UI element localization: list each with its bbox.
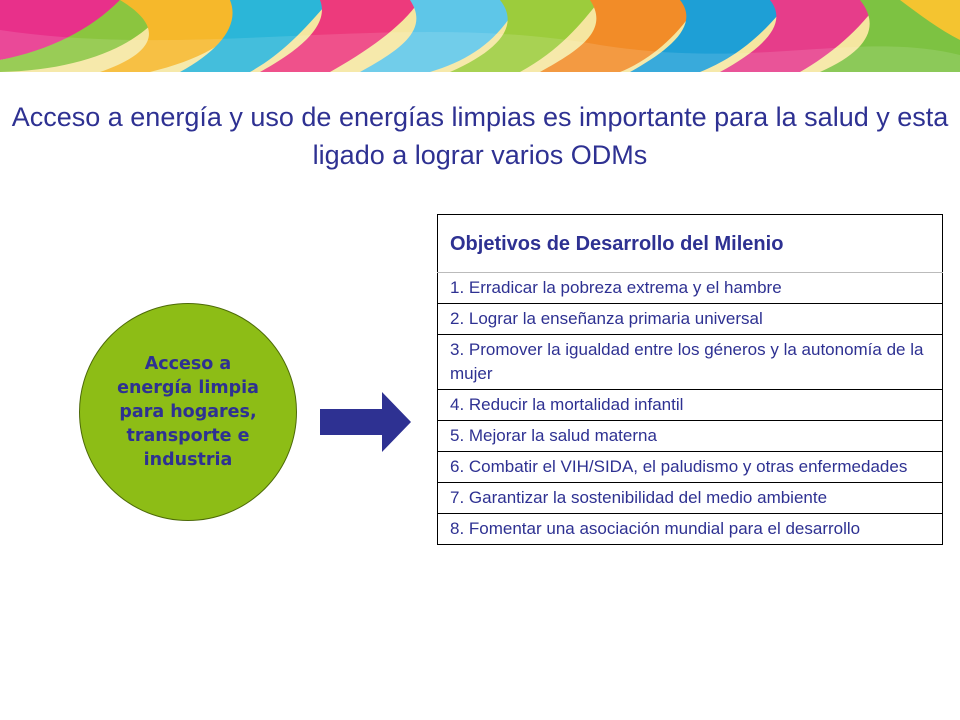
- colorful-abstract-banner: [0, 0, 960, 72]
- table-header-row: [438, 215, 943, 273]
- goal-3: 3. Promover la igualdad entre los géneros y la autonomía de la mujer: [438, 335, 943, 390]
- table-row: [438, 421, 943, 452]
- table-row: [438, 452, 943, 483]
- mdg-table: [437, 214, 943, 545]
- slide-title: Acceso a energía y uso de energías limpias es importante para la salud y esta ligado a lograr varios ODMs: [11, 102, 949, 170]
- table-row: [438, 335, 943, 390]
- clean-energy-circle: [79, 303, 297, 521]
- table-row: [438, 514, 943, 545]
- table-row: [438, 304, 943, 335]
- table-row: [438, 390, 943, 421]
- goal-2: 2. Lograr la enseñanza primaria universal: [438, 304, 943, 335]
- table-row: [438, 483, 943, 514]
- circle-label: Acceso a energía limpia para hogares, transporte e industria: [117, 354, 259, 470]
- goal-5: 5. Mejorar la salud materna: [438, 421, 943, 452]
- table-row: [438, 273, 943, 304]
- goal-7: 7. Garantizar la sostenibilidad del medio ambiente: [438, 483, 943, 514]
- table-header: Objetivos de Desarrollo del Milenio: [438, 215, 943, 273]
- goal-4: 4. Reducir la mortalidad infantil: [438, 390, 943, 421]
- right-arrow-icon: [320, 392, 414, 452]
- goal-6: 6. Combatir el VIH/SIDA, el paludismo y otras enfermedades: [438, 452, 943, 483]
- goal-8: 8. Fomentar una asociación mundial para el desarrollo: [438, 514, 943, 545]
- goal-1: 1. Erradicar la pobreza extrema y el hambre: [438, 273, 943, 304]
